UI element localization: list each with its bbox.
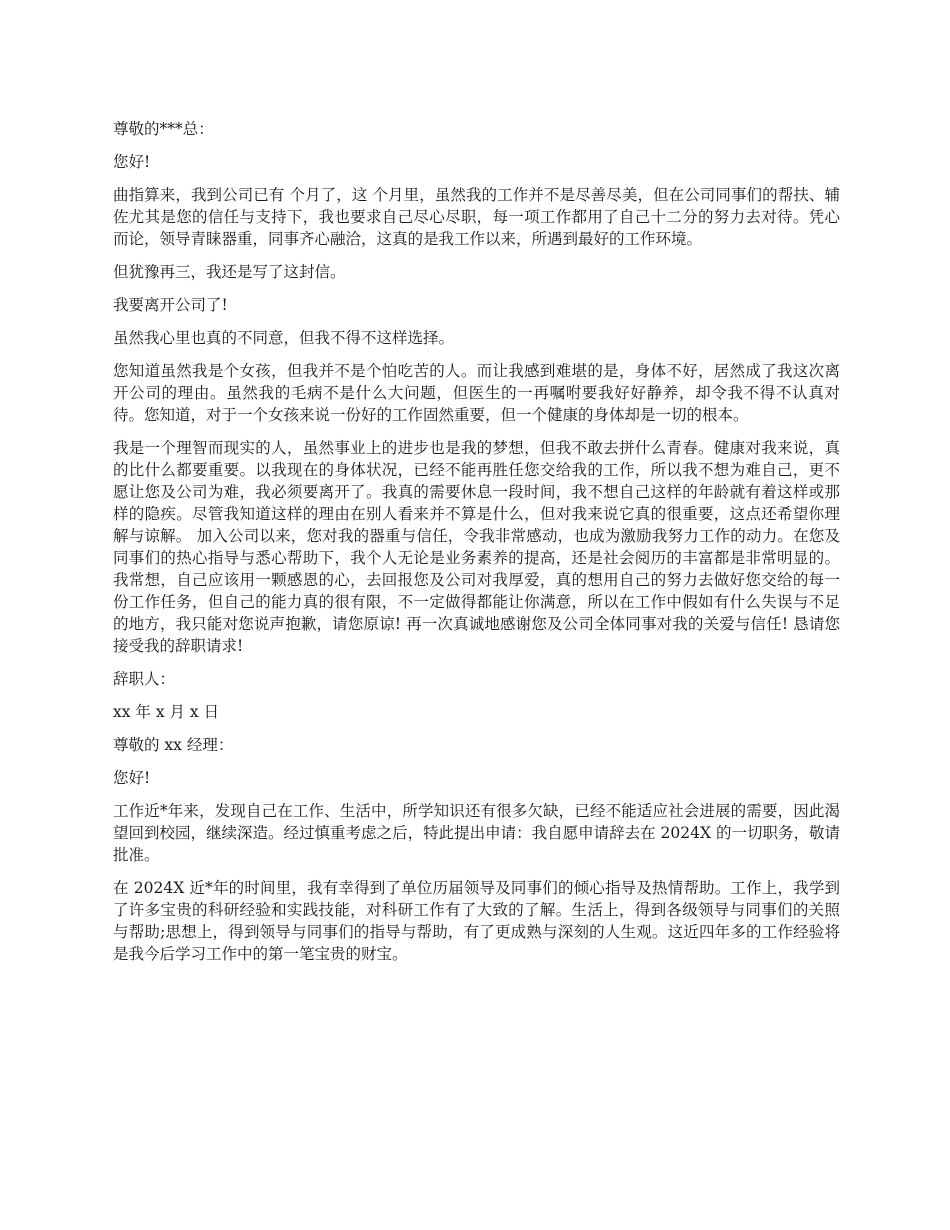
greeting: 您好! — [113, 153, 151, 171]
salutation: 尊敬的 xx 经理： — [113, 736, 234, 754]
body-paragraph: 您知道虽然我是个女孩，但我并不是个怕吃苦的人。而让我感到难堪的是，身体不好，居然成了我这次离开公司的理由。虽然我的毛病不是什么大问题，但医生的一再嘱咐要我好好静养，却令我不得不认真对待。您知道，对于一个女孩来说一份好的工作固然重要，但一个健康的身体却是一切的根本。 — [113, 362, 840, 424]
body-paragraph: 但犹豫再三，我还是写了这封信。 — [113, 263, 346, 281]
body-paragraph: 工作近*年来，发现自己在工作、生活中，所学知识还有很多欠缺，已经不能适应社会进展的需要，因此渴望回到校园，继续深造。经过慎重考虑之后，特此提出申请：我自愿申请辞去在 2024X 的一切职务，敬请批准。 — [113, 802, 840, 864]
document-page — [113, 118, 840, 976]
body-paragraph: 曲指算来，我到公司已有 个月了，这 个月里，虽然我的工作并不是尽善尽美，但在公司同事们的帮扶、辅佐尤其是您的信任与支持下，我也要求自己尽心尽职，每一项工作都用了自己十二分的努力去对待。凭心而论，领导青睐器重，同事齐心融洽，这真的是我工作以来，所遇到最好的工作环境。 — [113, 186, 840, 248]
body-paragraph: 我是一个理智而现实的人，虽然事业上的进步也是我的梦想，但我不敢去拼什么青春。健康对我来说，真的比什么都要重要。以我现在的身体状况，已经不能再胜任您交给我的工作，所以我不想为难自己，更不愿让您及公司为难，我必须要离开了。我真的需要休息一段时间，我不想自己这样的年龄就有着这样或那样的隐疾。尽管我知道这样的理由在别人看来并不算是什么，但对我来说它真的很重要，这点还希望你理解与谅解。 加入公司以来，您对我的器重与信任，令我非常感动，也成为激励我努力工作的动力。在您及同事们的热心指导与悉心帮助下，我个人无论是业务素养的提高，还是社会阅历的丰富都是非常明显的。我常想，自己应该用一颗感恩的心，去回报您及公司对我厚爱，真的想用自己的努力去做好您交给的每一份工作任务，但自己的能力真的很有限，不一定做得都能让你满意，所以在工作中假如有什么失误与不足的地方，我只能对您说声抱歉，请您原谅! 再一次真诚地感谢您及公司全体同事对我的关爱与信任! 恳请您接受我的辞职请求! — [113, 439, 840, 655]
date-line: xx 年 x 月 x 日 — [113, 703, 220, 721]
signature-label: 辞职人： — [113, 670, 176, 688]
body-paragraph: 在 2024X 近*年的时间里，我有幸得到了单位历届领导及同事们的倾心指导及热情帮助。工作上，我学到了许多宝贵的科研经验和实践技能，对科研工作有了大致的了解。生活上，得到各级领导与同事们的关照与帮助;思想上，得到领导与同事们的指导与帮助，有了更成熟与深刻的人生观。这近四年多的工作经验将是我今后学习工作中的第一笔宝贵的财宝。 — [113, 879, 840, 963]
salutation: 尊敬的***总： — [113, 120, 214, 138]
greeting: 您好! — [113, 769, 151, 787]
body-paragraph: 我要离开公司了! — [113, 296, 228, 314]
body-paragraph: 虽然我心里也真的不同意，但我不得不这样选择。 — [113, 329, 455, 347]
